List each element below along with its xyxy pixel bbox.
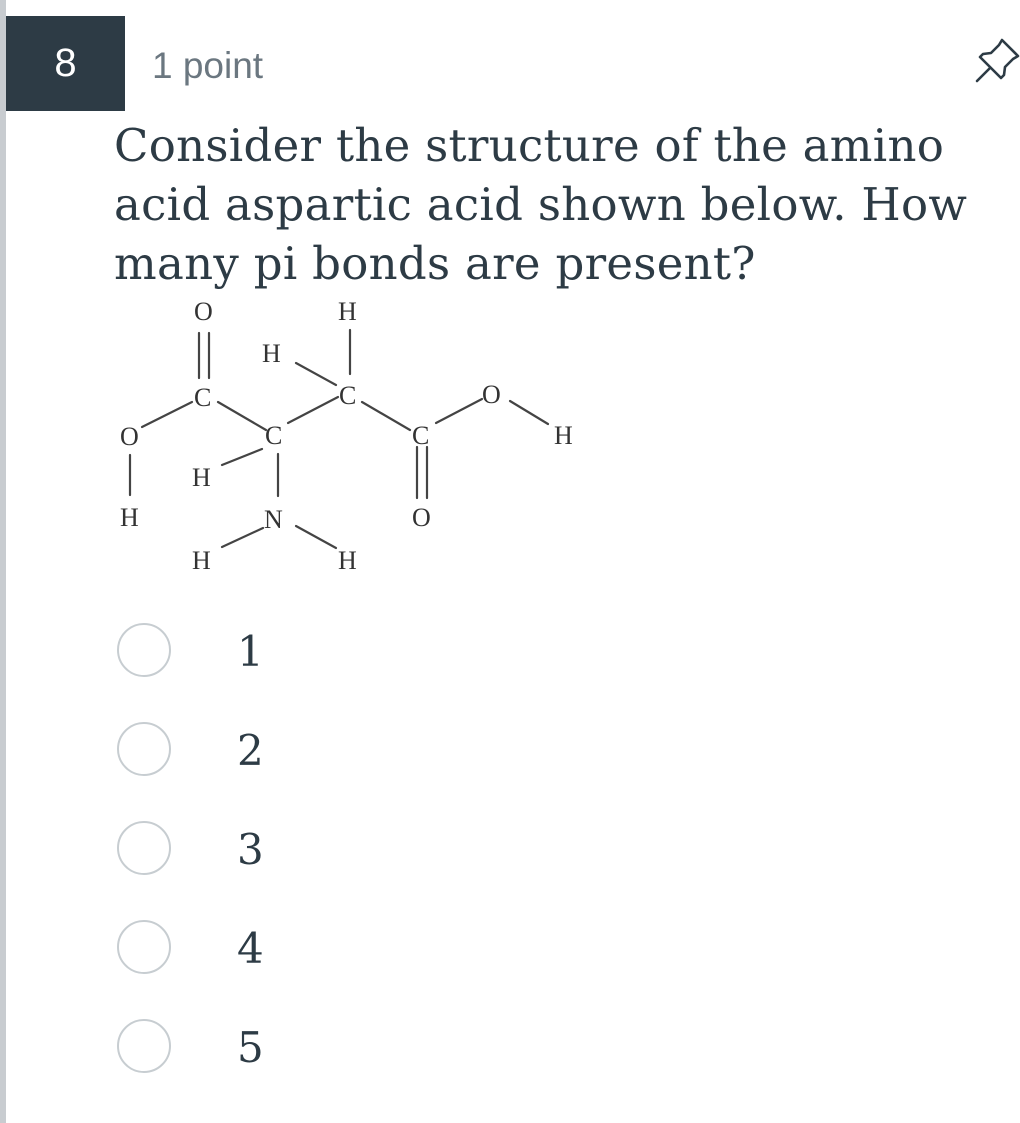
- question-points: 1 point: [152, 45, 264, 86]
- atom-h-right: H: [554, 421, 573, 450]
- answer-label: 1: [237, 627, 264, 676]
- radio-button[interactable]: [117, 722, 171, 776]
- atom-c-beta: C: [339, 381, 357, 410]
- radio-button[interactable]: [117, 1019, 171, 1073]
- atom-h-upper: H: [262, 339, 281, 368]
- atom-h-left-oh: H: [120, 503, 139, 532]
- atom-h-top: H: [338, 297, 357, 326]
- atom-c-alpha: C: [265, 421, 283, 450]
- atom-n: N: [264, 505, 283, 534]
- answer-label: 2: [237, 726, 264, 775]
- question-text: Consider the structure of the amino acid aspartic acid shown below. How many pi bonds are present?: [114, 119, 968, 290]
- atom-h-alpha: H: [192, 463, 211, 492]
- radio-button[interactable]: [117, 920, 171, 974]
- answer-option-4[interactable]: [117, 920, 417, 980]
- answer-option-3[interactable]: [117, 821, 417, 881]
- radio-button[interactable]: [117, 623, 171, 677]
- atom-h-n-left: H: [192, 546, 211, 575]
- answer-label: 3: [237, 825, 264, 874]
- atom-o-right: O: [482, 380, 501, 409]
- atom-o-bottom: O: [412, 503, 431, 532]
- answer-option-2[interactable]: [117, 722, 417, 782]
- question-number-badge: 8: [6, 16, 125, 111]
- atom-o-top: O: [194, 297, 213, 326]
- atom-c-carbonyl-left: C: [194, 383, 212, 412]
- answer-label: 5: [237, 1023, 264, 1072]
- atom-c-carbonyl-right: C: [412, 421, 430, 450]
- aspartic-acid-structure: [110, 290, 590, 590]
- radio-button[interactable]: [117, 821, 171, 875]
- answer-option-5[interactable]: [117, 1019, 417, 1079]
- atom-h-n-right: H: [338, 546, 357, 575]
- answer-option-1[interactable]: [117, 623, 417, 683]
- atom-o-left: O: [120, 422, 139, 451]
- pin-icon[interactable]: [972, 34, 1020, 86]
- left-rail: [0, 0, 6, 1123]
- answer-label: 4: [237, 924, 264, 973]
